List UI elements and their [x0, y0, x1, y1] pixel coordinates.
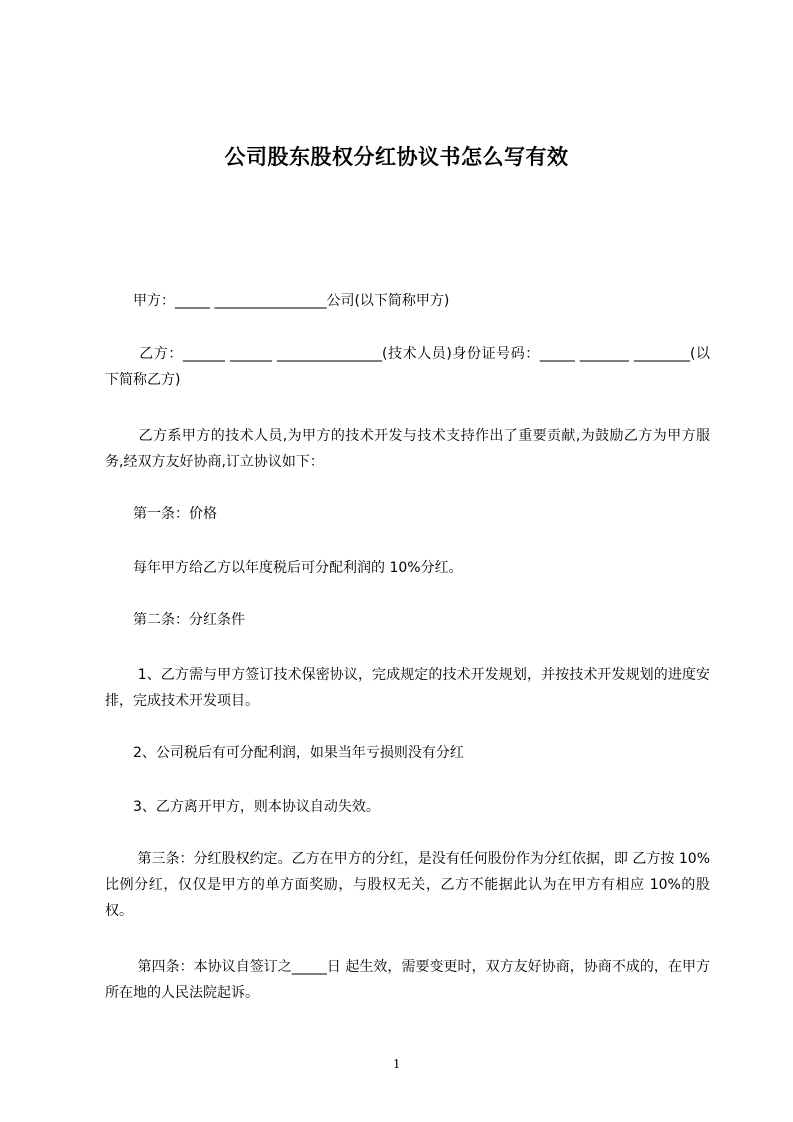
article-2-item-2: 2、公司税后有可分配利润，如果当年亏损则没有分红: [105, 745, 464, 761]
page-number: 1: [393, 1057, 400, 1072]
article-2-item-1: 1、乙方需与甲方签订技术保密协议，完成规定的技术开发规划，并按技术开发规划的进度安排，完成技术开发项目。: [105, 667, 710, 709]
article-1-body: 每年甲方给乙方以年度税后可分配利润的 10%分红。: [105, 560, 463, 576]
article-1-heading: 第一条：价格: [105, 506, 217, 522]
article-2-heading: 第二条：分红条件: [105, 612, 245, 628]
party-a-line: 甲方：_____ ________________公司(以下简称甲方): [105, 293, 450, 309]
preamble-paragraph: 乙方系甲方的技术人员,为甲方的技术开发与技术支持作出了重要贡献,为鼓励乙方为甲方服务,经双方友好协商,订立协议如下：: [105, 428, 710, 470]
party-b-line: 乙方：______ ______ _______________(技术人员)身份证号码：_____ _______ ________(以下简称乙方): [105, 346, 710, 388]
article-3-paragraph: 第三条：分红股权约定。乙方在甲方的分红，是没有任何股份作为分红依据，即 乙方按 10%比例分红，仅仅是甲方的单方面奖励，与股权无关，乙方不能据此认为在甲方有相应 10%的股权。: [105, 851, 710, 919]
article-2-item-3: 3、乙方离开甲方，则本协议自动失效。: [105, 799, 380, 815]
document-title: 公司股东股权分红协议书怎么写有效: [224, 145, 569, 169]
article-4-paragraph: 第四条：本协议自签订之_____日 起生效，需要变更时，双方友好协商，协商不成的，在甲方所在地的人民法院起诉。: [105, 959, 710, 1001]
